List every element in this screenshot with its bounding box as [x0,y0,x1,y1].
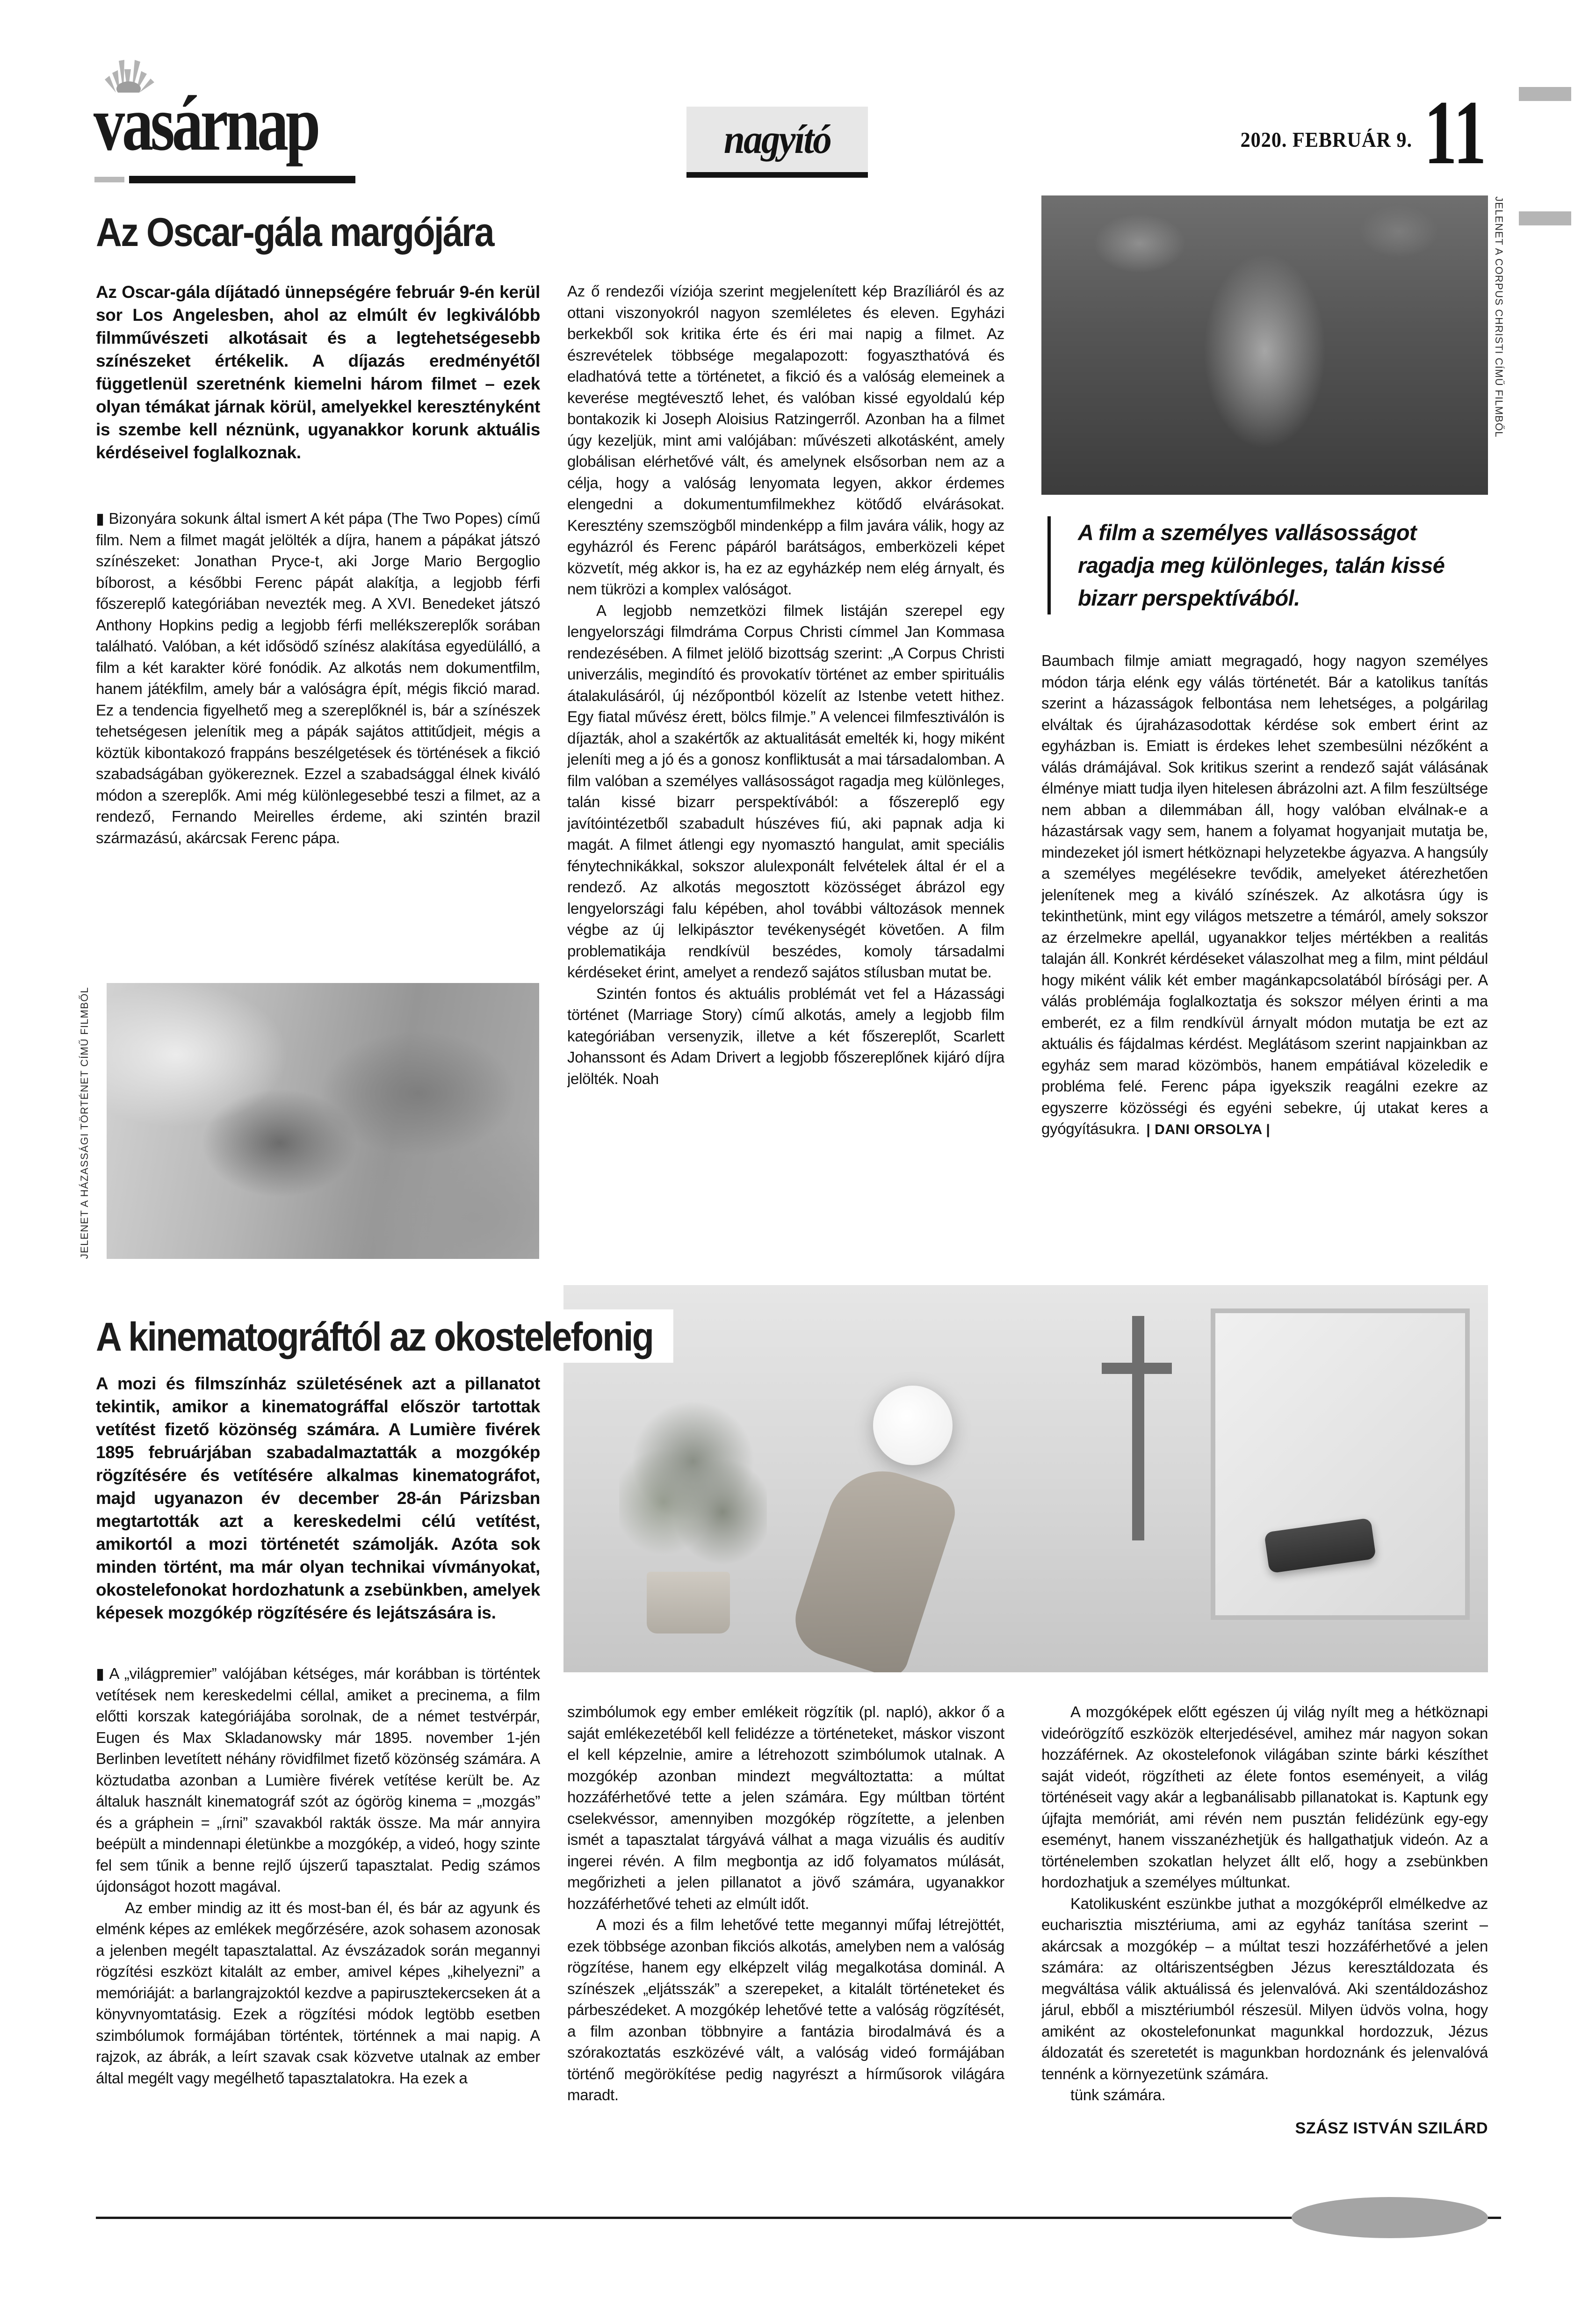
body-paragraph: szimbólumok egy ember emlékeit rögzítik (pl. napló), akkor ő a saját emlékezetéből kell felidézze a történeteket, máskor viszont el kell képzelnie, amire a létrehozott szimbólumok utalnak. A mozgókép azonban mindezt megváltoztatta: a múltat hozzáférhetővé tette a jelen számára. Egy múltban történt cselekvéssor, amennyiben mozgókép rögzítette, a jelenben ismét a tapasztalat tárgyává válhat a maga vizuális és auditív ingerei révén. A film megbontja az idő folyamatos múlását, megőrizheti a jelen pillanatot a jövő számára, ugyanakkor hozzáférhetővé teheti az elmúlt időt. [567,1703,1004,1912]
article1-col3-text: Baumbach filmje amiatt megragadó, hogy nagyon személyes módon tárja elénk egy válás történetét. Bár a katolikus tanítás szerint a házasságok felbontása nem lehetséges, a polgárilag elváltak és újraházasodottak kérdése sok embert érint az egyházban is. Emiatt is érdekes lehet szembesülni nézőként a válás drámájával. Sok kritikus szerint a rendező saját válásának élménye miatt tudja ilyen hitelesen ábrázolni azt. A film feszültsége nem abban a dilemmában áll, hogy valóban elválnak-e a házastársak vagy sem, hanem a folyamat hogyanjait mutatja be, mindezeket jól ismert hétköznapi helyzetekbe ágyazva. A hangsúly a személyes megélésekre tevődik, amelyeket átérezhetően jelenítenek meg a kiváló színészek. Az alkotásra úgy is tekinthetünk, mint egy világos metszetre a témáról, amely sokszor az érzelmekre apellál, ugyanakkor teljes mértékben a realitás talaján áll. Konkrét kérdéseket válaszolhat meg a film, mint például hogy miként válik két ember magánkapcsolatából bírósági per. A válás problémája foglalkoztatja és sokszor mélyen érinti a ma emberét, ez a film rendkívül árnyalt módon mutatja be ezt az aktuális és fájdalmas kérdést. Meglátásom szerint napjainkban az egyház sem marad közömbös, hanem empátiával közeledik e probléma felé. Ferenc pápa igyekszik reagálni ezekre az egyszerre közösségi és egyéni sebekre, új utakat keres a gyógyításukra. [1041,652,1488,1137]
marriage-story-photo-caption: JELENET A HÁZASSÁGI TÖRTÉNET CÍMŰ FILMBŐL [79,987,90,1259]
tv-screen-decor [1211,1308,1470,1620]
crucifix-icon-arm [1102,1363,1172,1374]
corpus-christi-photo-caption: JELENET A CORPUS CHRISTI CÍMŰ FILMBŐL [1493,196,1505,438]
edition-date: 2020. FEBRUÁR 9. [1240,128,1412,152]
body-paragraph: Az ember mindig az itt és most-ban él, és bár az agyunk és elménk képes az emlékek megőrzésére, azok sohasem azonosak a jelenben megélt tapasztalattal. Az évszázadok során megannyi rögzítési eszközt kitalált az ember, amivel képes „kihelyezni” a memóriáját: a barlangrajzoktól kezdve a papirusztekercseken át a könyvnyomtatásig. Ezek a rögzítési módok legtöbb esetben szimbólumok formájában történtek, történnek a mai napig. A rajzok, az ábrák, a leírt szavak csak közvetve utalnak az ember által megélt vagy megélhető tapasztalatokra. Ha ezek a [96,1899,540,2087]
masthead-title: vasárnap [94,80,318,167]
section-label-box [686,107,868,172]
article1-column-3 [1041,650,1488,1266]
article1-col3-paragraph [1041,650,1488,1141]
article2-lead: A mozi és filmszínház születésének azt a pillanatot tekintik, amikor a kinematográffal először tartottak vetítést fizető közönség számára. A Lumière fivérek 1895 februárjában szabadalmaztatták a mozgókép rögzítésére és vetítésére alkalmas kinematográfot, majd ugyanazon év december 28-án Párizsban megtartották azt a kereskedelmi célú vetítést, amikortól a mozi történetét számolják. Azóta sok minden történt, ma már olyan technikai vívmányokat, okostelefonokat hordozhatunk a zsebünkben, amelyek képesek mozgókép rögzítésére és lejátszására is. [96,1374,540,1622]
masthead-underline-gray [94,177,124,182]
body-paragraph: A legjobb nemzetközi filmek listáján szerepel egy lengyelországi filmdráma Corpus Christi címmel Jan Kommasa rendezésében. A filmet jelölő bizottság szerint: „A Corpus Christi univerzális, megindító és provokatív történet az ember spirituális átalakulásáról, új nézőpontból közelít az Istenbe vetett hithez. Egy fiatal művész érett, bölcs filmje.” A velencei filmfesztiválón is díjazták, ahol a szakértők az aktualitását emelték ki, hogy miként jeleníti meg a jó és a gonosz konfliktusát a mai társadalomban. A film valóban a személyes vallásosságot ragadja meg különleges, talán kissé bizarr perspektívából: a főszereplő egy javítóintézetből szabadult húszéves fiú, aki papnak adja ki magát. A filmet átlengi egy nyomasztó hangulat, amit speciális fénytechnikákkal, sokszor alulexponált felvételek által ér el a rendező. Az alkotás megosztott közösséget ábrázol egy lengyelországi falu képében, ahol további változások mennek végbe az új lelkipásztor tevékenységét követően. A film problematikája rendkívül beszédes, komoly társadalmi kérdéseket érint, amelyet a rendező sajátos stílusban mutat be. [567,601,1004,981]
body-paragraph: ▮ Bizonyára sokunk által ismert A két pápa (The Two Popes) című film. Nem a filmet magát jelölték a díjra, hanem a pápákat játszó színészeket: Jonathan Pryce-t, aki Jorge Mario Bergoglio bíborost, a későbbi Ferenc pápát alakítja, a legjobb férfi főszereplő kategóriában nevezték meg. A XVI. Benedeket játszó Anthony Hopkins pedig a legjobb férfi mellékszereplők sorában található. Valóban, a két idősödő színész alakítása egyedülálló, a film a két karakter köré fonódik. Az alkotás nem dokumentfilm, hanem játékfilm, amely bár a valóságra épít, mégis fikció marad. Ez a tendencia figyelhető meg a szereplőknél is, bár a színészek tehetségesen jelenítik meg a pápák sajátos attitűdjeit, mégis a köztük kibontakozó frappáns beszélgetések és történések a fikció szabadságában gyökereznek. Ezzel a szabadsággal élnek kiváló módon a szereplők. Ami még különlegesebbé teszi a filmet, az a rendező, Fernando Meirelles érdeme, aki szintén brazil származású, akárcsak Ferenc pápa. [96,510,540,846]
corpus-christi-photo [1041,195,1488,495]
bottom-rule [96,2217,1501,2219]
flowerpot-decor [647,1572,730,1633]
hand-decor [786,1457,962,1672]
corner-bar-bottom [1519,211,1571,225]
page-number: 11 [1424,82,1487,183]
article2-column-3 [1041,1701,1488,2216]
article2-headline: A kinematográftól az okostelefonig [96,1309,673,1363]
article1-column-1 [96,508,540,971]
body-paragraph: A mozgóképek előtt egészen új világ nyílt meg a hétköznapi videórögzítő eszközök elterjedésével, amihez már nagyon sokan hozzáférnek. Az okostelefonok világában szinte bárki készíthet saját videót, rögzítheti az élete fontos eseményeit, a világ történéseit vagy akár a legbanálisabb pillanatokat is. Kaptunk egy újfajta memóriát, ami révén nem pusztán felidézünk egy-egy eseményt, hanem visszanézhetjük és hallgathatjuk videón. Az a történelemben szokatlan helyzet állt elő, hogy a zsebünkben hordozhatjuk a személyes múltunkat. [1041,1703,1488,1891]
body-paragraph: Szintén fontos és aktuális problémát vet fel a Házassági történet (Marriage Story) című alkotás, amely a legjobb film kategóriában versenyzik, illetve a két főszereplőt, Scarlett Johanssont és Adam Drivert a legjobb főszereplőnek kijáró díjra jelölték. Noah [567,984,1004,1087]
masthead [94,80,393,192]
article1-column-2 [567,281,1004,1266]
body-paragraph: A mozi és a film lehetővé tette megannyi műfaj létrejöttét, ezek többsége azonban fikciós alkotás, amelyben nem a valóság rögzítése, hanem egy elképzelt világ megalkotása dominál. A színészek „eljátsszák” a szerepeket, a kitalált történeteket és párbeszédeket. A mozgókép lehetővé tette a valóság rögzítését, a film azonban többnyire a fantázia birodalmává és a szórakoztatás eszközévé vált, a valóság videó formájában történő megörökítése pedig nagyrészt a hírműsorok világára maradt. [567,1916,1004,2103]
body-paragraph: tünk számára. [1070,2086,1166,2103]
bottom-ellipse-decor [1292,2197,1488,2238]
article1-byline: | DANI ORSOLYA | [1146,1122,1271,1137]
masthead-underline-black [129,176,355,183]
article2-column-1 [96,1663,540,2217]
communion-host-decor [873,1386,953,1465]
article2-byline: SZÁSZ ISTVÁN SZILÁRD [1295,2119,1488,2137]
article1-headline: Az Oscar-gála margójára [96,210,493,255]
crucifix-icon [1132,1316,1144,1540]
cinema-photo [563,1285,1488,1672]
article2-col3-paragraphs [1041,1701,1488,2106]
body-paragraph: Katolikusként eszünkbe juthat a mozgóképről elmélkedve az eucharisztia misztériuma, ami az egyház tanítása szerint – akárcsak a mozgókép – a múltat teszi hozzáférhetővé a jelen számára: az oltáriszentségben Jézus keresztáldozata és megváltása válik aktuálissá és jelenvalóvá. Aki szentáldozáshoz járul, ebből a misztériumból részesül. Milyen üdvös volna, hogy amiként az okostelefonunkat magunkkal hordozzuk, Jézus áldozatát és szeretetét is magunkban hordoznánk és jelenvalóvá tennénk a környezetünk számára. [1041,1894,1488,2082]
section-label: nagyító [723,116,831,162]
article2-column-2 [567,1701,1004,2199]
masthead-underline [94,176,355,183]
marriage-story-photo [107,983,539,1259]
body-paragraph: ▮ A „világpremier” valójában kétséges, már korábban is történtek vetítések nem kereskedelmi céllal, amiket a precinema, a film előtti korszak kategóriájába sorolnak, de a német testvérpár, Eugen és Max Skladanowsky már 1895. november 1-jén Berlinben levetített néhány rövidfilmet fizető közönség számára. A köztudatba azonban a Lumière fivérek vetítése került be. Az általuk használt kinematográf szót az ógörög kinema = „mozgás” és a gráphein = „írni” szavakból rakták össze. Ma már annyira beépült a mindennapi életünkbe a mozgókép, a videó, hogy szinte fel sem tűnik a benne rejlő újszerű tapasztalat. Pedig számos újdonságot hozott magával. [96,1665,540,1895]
corner-bar-top [1519,87,1571,101]
body-paragraph: Az ő rendezői víziója szerint megjelenített kép Brazíliáról és az ottani viszonyokról nagyon szemléletes és eleven. Egyházi berkekből sok kritika érte és éri mai napig a filmet. Az észrevételek többsége megalapozott: fogyaszthatóvá és eladhatóvá tette a történetet, a fikció és a valóság elemeinek a keverése megtévesztő lehet, és valóban kissé egyoldalú kép bontakozik ki Joseph Aloisius Ratzingerről. Azonban ha a filmet úgy kezeljük, mint ami valójában: művészeti alkotásként, amely globálisan elérhetővé vált, és amelynek elsősorban nem az a célja, hogy a valóság lenyomata legyen, akkor érdemes elengedni a dokumentumfilmekhez kötődő elvárásokat. Keresztény szemszögből mindenképp a film javára válik, hogy az egyházról és Ferenc pápáról barátságos, emberközeli képet közvetít, még akkor is, ha ez az egyházkép nem elég árnyalt, és nem tükrözi a komplex valóságot. [567,282,1004,598]
article1-lead: Az Oscar-gála díjátadó ünnepségére február 9-én kerül sor Los Angelesben, ahol az elmúlt év legkiválóbb filmművészeti alkotásait és a legtehetségesebb színészeket értékelik. A díjazás eredményétől függetlenül szeretnénk kiemelni három filmet – ezek olyan témákat járnak körül, amelyekkel keresztényként is szembe kell néznünk, ugyanakkor korunk aktuális kérdéseivel foglalkoznak. [96,282,540,462]
pull-quote: A film a személyes vallásosságot ragadja meg különleges, talán kissé bizarr perspektívából. [1047,516,1496,614]
